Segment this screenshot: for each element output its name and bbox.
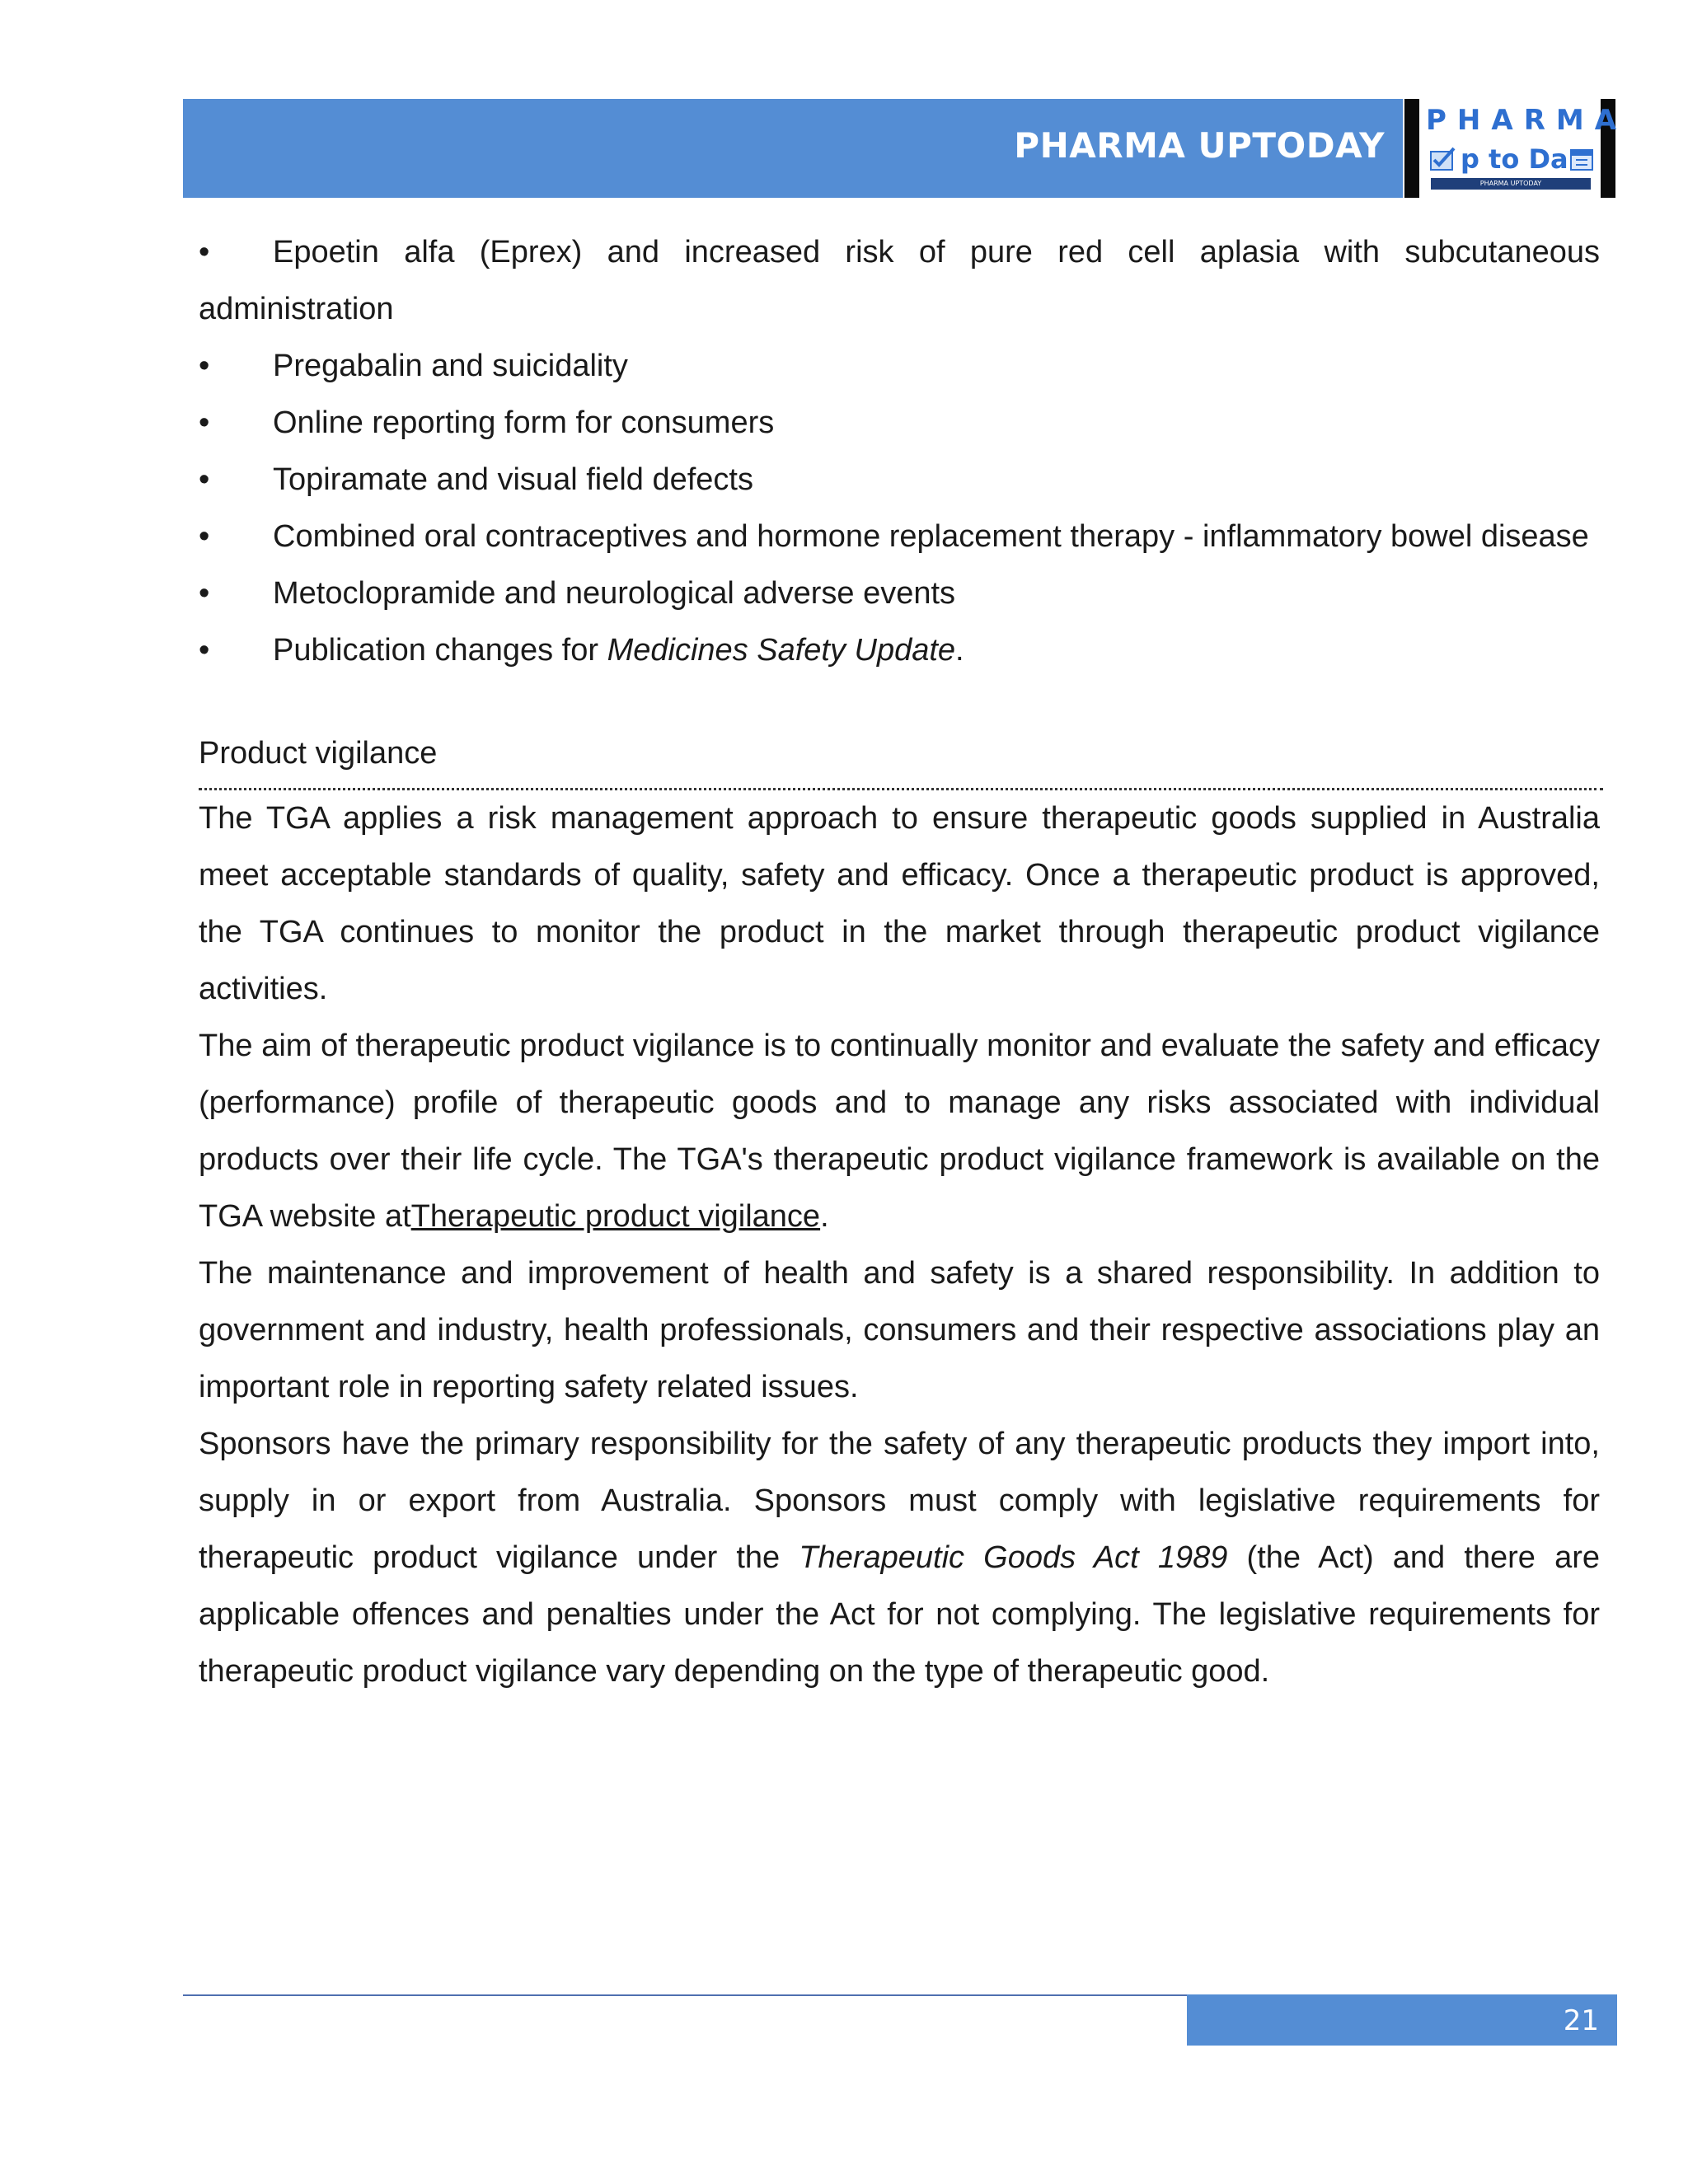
bullet-icon: • xyxy=(199,349,210,383)
publication-title: Medicines Safety Update xyxy=(607,633,956,668)
calendar-icon xyxy=(1569,147,1594,171)
pen-check-icon xyxy=(1429,147,1457,171)
list-item: • Topiramate and visual field defects xyxy=(199,452,1600,509)
bullet-icon: • xyxy=(199,576,210,611)
paragraph-vigilance-aim: The aim of therapeutic product vigilance is to continually monitor and evaluate the safety and efficacy (performance) profile of therapeutic goods and to manage any risks associated with individual products over their life cycle. The TGA's therapeutic product vigilance framework is available on the TGA website atTherapeutic product vigilance. xyxy=(199,1029,1600,1234)
page-number: 21 xyxy=(1563,2004,1599,2037)
section-heading: Product vigilance xyxy=(199,736,438,771)
header-bar xyxy=(183,99,1403,198)
therapeutic-product-vigilance-link[interactable]: Therapeutic product vigilance xyxy=(410,1199,821,1234)
list-item: • Metoclopramide and neurological adverse events xyxy=(199,565,1600,622)
act-title: Therapeutic Goods Act 1989 xyxy=(799,1540,1228,1575)
bullet-icon: • xyxy=(199,519,210,554)
list-item: • Online reporting form for consumers xyxy=(199,395,1600,452)
list-item: • Pregabalin and suicidality xyxy=(199,338,1600,395)
list-item: • Publication changes for Medicines Safety Update. xyxy=(199,622,1600,679)
paragraph-sponsors: Sponsors have the primary responsibility for the safety of any therapeutic products they import into, supply in or export from Australia. Sponsors must comply with legislative requirements for therapeutic product vigilance under the Therapeutic Goods Act 1989 (the Act) and there are applicable offences and penalties under the Act for not complying. The legislative requirements for therapeutic product vigilance vary depending on the type of therapeutic good. xyxy=(199,1427,1600,1689)
pharma-uptoday-logo xyxy=(1404,99,1628,198)
list-item: • Combined oral contraceptives and hormone replacement therapy - inflammatory bowel disease xyxy=(199,509,1600,565)
logo-wordmark-top: PHARMA xyxy=(1426,104,1628,137)
bullet-icon: • xyxy=(199,405,210,440)
bullet-icon: • xyxy=(199,235,210,269)
page-content xyxy=(199,224,1600,1700)
logo-wordmark-middle xyxy=(1426,143,1596,176)
bullet-icon: • xyxy=(199,633,210,668)
logo-tagline: PHARMA UPTODAY xyxy=(1431,178,1591,190)
paragraph-shared-responsibility: The maintenance and improvement of health and safety is a shared responsibility. In addition to government and industry, health professionals, consumers and their respective associations play an important role in reporting safety related issues. xyxy=(199,1256,1600,1404)
list-item: • Epoetin alfa (Eprex) and increased risk of pure red cell aplasia with subcutaneous administration xyxy=(199,224,1600,338)
bullet-icon: • xyxy=(199,462,210,497)
paragraph-risk-management: The TGA applies a risk management approach to ensure therapeutic goods supplied in Australia meet acceptable standards of quality, safety and efficacy. Once a therapeutic product is approved, the TGA continues to monitor the product in the market through therapeutic product vigilance activities. xyxy=(199,801,1600,1006)
footer-page-box xyxy=(1187,1994,1617,2046)
bullet-list xyxy=(199,224,1600,679)
header-title: PHARMA UPTODAY xyxy=(1014,125,1385,166)
logo-wordmark-mid-text: p to Da xyxy=(1461,143,1568,175)
